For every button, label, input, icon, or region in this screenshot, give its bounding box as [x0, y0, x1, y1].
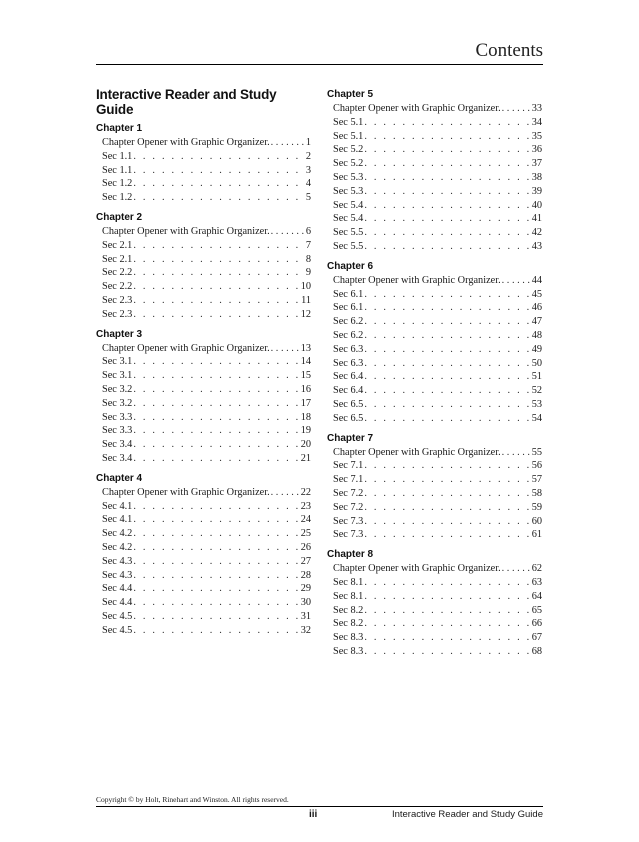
toc-entry-label: Chapter Opener with Graphic Organizer.: [333, 103, 501, 114]
dot-leader: [133, 294, 300, 308]
toc-entry: [96, 452, 311, 466]
dot-leader: [133, 164, 305, 178]
toc-entry-page: 52: [531, 385, 542, 397]
toc-entry: [96, 486, 311, 500]
dot-leader: [502, 102, 531, 116]
toc-entry: [96, 355, 311, 369]
toc-entry-page: 11: [301, 294, 311, 306]
toc-entry-page: 46: [531, 302, 542, 314]
toc-entry-page: 37: [531, 158, 542, 170]
dot-leader: [271, 486, 300, 500]
toc-entry-page: 19: [300, 425, 311, 437]
toc-entry-label: Sec 3.3: [102, 411, 133, 423]
toc-entry-page: 21: [300, 452, 311, 464]
chapter-heading: Chapter 4: [96, 472, 143, 484]
toc-entry-page: 38: [531, 171, 542, 183]
toc-entry: [96, 438, 311, 452]
toc-entry-label: Sec 2.3: [102, 294, 133, 306]
dot-leader: [271, 136, 305, 150]
dot-leader: [364, 487, 530, 501]
toc-entry-label: Sec 7.2: [333, 501, 364, 513]
dot-leader: [133, 582, 299, 596]
dot-leader: [364, 329, 530, 343]
toc-entry-page: 15: [300, 370, 311, 382]
dot-leader: [364, 357, 530, 371]
toc-entry: [96, 555, 311, 569]
dot-leader: [133, 369, 299, 383]
toc-entry-page: 45: [531, 288, 542, 300]
toc-entry: [96, 411, 311, 425]
toc-entry-label: Sec 5.1: [333, 130, 364, 142]
toc-entry-page: 36: [531, 144, 542, 156]
chapter-section: [327, 88, 542, 254]
toc-entry: [96, 308, 311, 322]
dot-leader: [364, 301, 530, 315]
toc-entry: [96, 253, 311, 267]
dot-leader: [502, 562, 531, 576]
toc-entry-label: Sec 5.5: [333, 240, 364, 252]
toc-entry-label: Sec 6.5: [333, 412, 364, 424]
toc-entry-label: Sec 5.1: [333, 116, 364, 128]
toc-entry-page: 12: [300, 308, 311, 320]
toc-entry: [327, 515, 542, 529]
toc-right-column: [327, 84, 542, 665]
toc-entry-page: 14: [300, 356, 311, 368]
toc-entry-page: 3: [305, 164, 311, 176]
toc-entry-page: 5: [305, 192, 311, 204]
footer-divider: [96, 806, 543, 807]
toc-entry-label: Chapter Opener with Graphic Organizer.: [102, 137, 270, 148]
toc-entry-page: 34: [531, 116, 542, 128]
toc-entry-page: 44: [531, 274, 542, 286]
toc-entry-page: 55: [531, 446, 542, 458]
dot-leader: [364, 645, 530, 659]
toc-entry-page: 50: [531, 357, 542, 369]
toc-entry: [327, 398, 542, 412]
dot-leader: [364, 501, 530, 515]
toc-entry-label: Sec 4.5: [102, 610, 133, 622]
dot-leader: [364, 384, 530, 398]
header-divider: [96, 64, 543, 65]
toc-entry-page: 59: [531, 501, 542, 513]
toc-entry-label: Sec 4.1: [102, 500, 133, 512]
toc-entry-page: 67: [531, 632, 542, 644]
toc-entry-label: Sec 6.2: [333, 316, 364, 328]
toc-entry-label: Sec 5.5: [333, 227, 364, 239]
toc-entry: [327, 329, 542, 343]
toc-entry: [327, 446, 542, 460]
toc-entry: [96, 513, 311, 527]
toc-entry-page: 4: [305, 178, 311, 190]
toc-entry-label: Sec 5.3: [333, 171, 364, 183]
chapter-heading: Chapter 2: [96, 211, 143, 223]
toc-entry: [327, 459, 542, 473]
dot-leader: [133, 500, 299, 514]
toc-entry: [327, 301, 542, 315]
toc-entry: [327, 102, 542, 116]
dot-leader: [364, 631, 530, 645]
toc-entry-page: 60: [531, 515, 542, 527]
toc-entry-page: 13: [300, 342, 311, 354]
dot-leader: [364, 459, 530, 473]
toc-entry: [327, 171, 542, 185]
dot-leader: [364, 473, 530, 487]
dot-leader: [133, 280, 299, 294]
dot-leader: [133, 411, 299, 425]
toc-entry-page: 49: [531, 343, 542, 355]
chapter-section: [327, 432, 542, 543]
toc-entry-label: Sec 7.2: [333, 487, 364, 499]
toc-entry: [96, 369, 311, 383]
toc-entry-label: Sec 6.2: [333, 329, 364, 341]
chapter-section: [327, 260, 542, 426]
toc-entry-label: Sec 2.3: [102, 308, 133, 320]
dot-leader: [271, 342, 300, 356]
toc-entry: [96, 541, 311, 555]
dot-leader: [133, 610, 299, 624]
toc-entry-label: Sec 3.1: [102, 356, 133, 368]
toc-entry-label: Sec 3.3: [102, 425, 133, 437]
toc-entry-page: 10: [300, 281, 311, 293]
toc-entry: [327, 604, 542, 618]
dot-leader: [364, 590, 530, 604]
toc-entry-label: Sec 1.2: [102, 178, 133, 190]
toc-entry-label: Sec 6.4: [333, 385, 364, 397]
toc-entry-page: 9: [305, 267, 311, 279]
dot-leader: [133, 527, 299, 541]
toc-entry-label: Chapter Opener with Graphic Organizer.: [102, 342, 270, 354]
toc-entry-label: Sec 6.3: [333, 357, 364, 369]
toc-entry: [96, 383, 311, 397]
toc-entry: [327, 288, 542, 302]
toc-entry-page: 31: [300, 610, 311, 622]
footer-page-number: iii: [309, 809, 318, 820]
toc-entry-label: Sec 5.4: [333, 213, 364, 225]
toc-entry-label: Sec 3.2: [102, 383, 133, 395]
dot-leader: [364, 528, 530, 542]
toc-entry-label: Sec 4.3: [102, 555, 133, 567]
toc-entry: [327, 199, 542, 213]
dot-leader: [502, 446, 531, 460]
toc-entry-page: 68: [531, 645, 542, 657]
toc-entry-page: 28: [300, 569, 311, 581]
toc-entry-label: Sec 4.2: [102, 528, 133, 540]
toc-entry-label: Chapter Opener with Graphic Organizer.: [333, 446, 501, 458]
toc-entry-label: Sec 4.3: [102, 569, 133, 581]
chapter-heading: Chapter 3: [96, 328, 143, 340]
toc-entry-page: 24: [300, 514, 311, 526]
dot-leader: [133, 397, 299, 411]
toc-entry-page: 54: [531, 412, 542, 424]
toc-entry: [327, 240, 542, 254]
dot-leader: [133, 239, 305, 253]
toc-entry: [327, 185, 542, 199]
dot-leader: [364, 185, 530, 199]
toc-entry: [96, 500, 311, 514]
toc-entry: [327, 501, 542, 515]
copyright-notice: Copyright © by Holt, Rinehart and Winston. All rights reserved.: [96, 795, 289, 804]
dot-leader: [271, 225, 305, 239]
toc-entry-page: 58: [531, 487, 542, 499]
toc-entry-label: Sec 8.1: [333, 590, 364, 602]
dot-leader: [364, 240, 530, 254]
toc-entry-page: 29: [300, 583, 311, 595]
toc-entry-page: 43: [531, 240, 542, 252]
dot-leader: [133, 596, 299, 610]
dot-leader: [133, 438, 299, 452]
dot-leader: [364, 288, 530, 302]
toc-entry: [96, 582, 311, 596]
toc-entry: [96, 624, 311, 638]
toc-entry: [327, 370, 542, 384]
toc-entry: [327, 226, 542, 240]
toc-entry-page: 16: [300, 383, 311, 395]
chapter-section: [96, 472, 311, 638]
toc-entry-label: Sec 7.1: [333, 474, 364, 486]
toc-entry: [96, 150, 311, 164]
toc-entry-page: 51: [531, 371, 542, 383]
toc-entry: [96, 342, 311, 356]
dot-leader: [133, 383, 299, 397]
toc-entry-page: 2: [305, 150, 311, 162]
toc-entry: [327, 143, 542, 157]
toc-entry-label: Sec 2.2: [102, 267, 133, 279]
toc-entry: [327, 645, 542, 659]
toc-entry: [96, 527, 311, 541]
toc-entry-label: Sec 4.4: [102, 583, 133, 595]
toc-entry: [327, 157, 542, 171]
footer-guide-title: Interactive Reader and Study Guide: [391, 809, 543, 820]
dot-leader: [133, 191, 305, 205]
page-header-title: Contents: [475, 40, 543, 61]
dot-leader: [364, 226, 530, 240]
toc-entry-page: 62: [531, 563, 542, 575]
dot-leader: [133, 177, 305, 191]
dot-leader: [133, 569, 299, 583]
toc-entry-page: 41: [531, 213, 542, 225]
toc-entry: [96, 280, 311, 294]
dot-leader: [364, 116, 530, 130]
toc-entry: [96, 569, 311, 583]
toc-entry-label: Sec 3.2: [102, 397, 133, 409]
toc-entry-label: Sec 5.4: [333, 199, 364, 211]
toc-entry-page: 25: [300, 528, 311, 540]
chapter-section: [96, 328, 311, 466]
toc-entry: [96, 136, 311, 150]
dot-leader: [133, 541, 299, 555]
dot-leader: [133, 624, 299, 638]
dot-leader: [133, 452, 299, 466]
toc-entry: [327, 631, 542, 645]
toc-entry: [96, 177, 311, 191]
toc-entry-page: 1: [305, 137, 311, 148]
toc-entry: [96, 424, 311, 438]
toc-entry-page: 53: [531, 398, 542, 410]
toc-entry: [327, 562, 542, 576]
toc-entry-page: 61: [531, 529, 542, 541]
toc-entry-label: Sec 6.5: [333, 398, 364, 410]
toc-entry-page: 17: [300, 397, 311, 409]
toc-entry: [327, 130, 542, 144]
document-title: Interactive Reader and Study Guide: [96, 87, 277, 117]
toc-entry: [96, 397, 311, 411]
dot-leader: [364, 315, 530, 329]
dot-leader: [364, 199, 530, 213]
toc-entry-label: Sec 3.1: [102, 370, 133, 382]
toc-entry-label: Sec 4.2: [102, 541, 133, 553]
toc-entry-label: Sec 1.1: [102, 164, 133, 176]
dot-leader: [364, 398, 530, 412]
toc-entry: [327, 315, 542, 329]
dot-leader: [364, 576, 530, 590]
toc-entry-label: Sec 7.3: [333, 515, 364, 527]
toc-entry: [96, 225, 311, 239]
toc-entry-page: 27: [300, 555, 311, 567]
chapter-section: [96, 122, 311, 205]
toc-entry-label: Sec 6.4: [333, 371, 364, 383]
dot-leader: [133, 555, 299, 569]
toc-entry-label: Sec 6.1: [333, 288, 364, 300]
toc-entry: [327, 384, 542, 398]
toc-entry-page: 6: [305, 225, 311, 237]
dot-leader: [364, 604, 530, 618]
toc-entry-label: Sec 8.2: [333, 618, 364, 630]
toc-entry-page: 7: [305, 239, 311, 251]
dot-leader: [364, 617, 530, 631]
toc-entry: [96, 266, 311, 280]
dot-leader: [364, 343, 530, 357]
toc-entry-page: 48: [531, 329, 542, 341]
chapter-heading: Chapter 8: [327, 549, 374, 561]
toc-entry: [327, 473, 542, 487]
toc-entry-page: 64: [531, 590, 542, 602]
toc-entry-page: 56: [531, 460, 542, 472]
toc-left-column: [96, 84, 311, 644]
toc-entry-label: Sec 2.2: [102, 281, 133, 293]
toc-entry: [96, 164, 311, 178]
toc-entry-label: Sec 4.4: [102, 597, 133, 609]
toc-entry: [96, 596, 311, 610]
toc-entry-page: 40: [531, 199, 542, 211]
dot-leader: [133, 424, 299, 438]
toc-entry: [96, 191, 311, 205]
toc-entry-label: Sec 8.3: [333, 645, 364, 657]
toc-entry: [96, 610, 311, 624]
toc-entry-page: 30: [300, 597, 311, 609]
chapter-section: [96, 211, 311, 322]
dot-leader: [364, 370, 530, 384]
toc-entry-page: 35: [531, 130, 542, 142]
dot-leader: [364, 143, 530, 157]
toc-entry-label: Sec 1.1: [102, 150, 133, 162]
chapter-section: [327, 548, 542, 659]
toc-entry-label: Chapter Opener with Graphic Organizer.: [102, 225, 270, 237]
chapter-heading: Chapter 1: [96, 123, 143, 134]
toc-entry-page: 26: [300, 541, 311, 553]
chapter-heading: Chapter 5: [327, 89, 374, 100]
toc-entry: [327, 116, 542, 130]
toc-entry-label: Chapter Opener with Graphic Organizer.: [102, 486, 270, 498]
toc-entry-label: Sec 5.3: [333, 185, 364, 197]
toc-entry-label: Sec 3.4: [102, 452, 133, 464]
toc-entry-page: 47: [531, 316, 542, 328]
toc-entry: [327, 212, 542, 226]
toc-entry: [96, 239, 311, 253]
dot-leader: [364, 157, 530, 171]
toc-entry-label: Chapter Opener with Graphic Organizer.: [333, 563, 501, 575]
dot-leader: [133, 308, 299, 322]
toc-entry: [327, 412, 542, 426]
toc-entry-page: 23: [300, 500, 311, 512]
toc-entry-page: 8: [305, 253, 311, 265]
toc-entry-page: 20: [300, 439, 311, 451]
toc-entry-label: Sec 7.3: [333, 529, 364, 541]
toc-entry-label: Sec 6.3: [333, 343, 364, 355]
toc-entry-label: Sec 8.2: [333, 604, 364, 616]
toc-entry-page: 33: [531, 103, 542, 114]
toc-entry: [327, 487, 542, 501]
toc-entry-page: 42: [531, 227, 542, 239]
toc-entry-label: Sec 5.2: [333, 144, 364, 156]
dot-leader: [133, 266, 305, 280]
dot-leader: [133, 513, 299, 527]
chapter-heading: Chapter 6: [327, 260, 374, 272]
dot-leader: [364, 515, 530, 529]
toc-entry-label: Sec 4.5: [102, 624, 133, 636]
toc-entry-label: Sec 6.1: [333, 302, 364, 314]
dot-leader: [133, 150, 305, 164]
toc-entry-page: 22: [300, 486, 311, 498]
dot-leader: [364, 412, 530, 426]
toc-entry-page: 18: [300, 411, 311, 423]
toc-entry-page: 39: [531, 185, 542, 197]
toc-entry-page: 57: [531, 474, 542, 486]
toc-entry: [327, 576, 542, 590]
dot-leader: [502, 274, 531, 288]
toc-entry: [327, 528, 542, 542]
dot-leader: [364, 130, 530, 144]
toc-entry-label: Sec 1.2: [102, 192, 133, 204]
toc-entry: [327, 274, 542, 288]
dot-leader: [364, 212, 530, 226]
toc-entry-label: Sec 8.3: [333, 632, 364, 644]
dot-leader: [133, 355, 299, 369]
toc-entry-label: Sec 2.1: [102, 253, 133, 265]
toc-entry-page: 66: [531, 618, 542, 630]
toc-entry-page: 63: [531, 576, 542, 588]
toc-entry-label: Chapter Opener with Graphic Organizer.: [333, 274, 501, 286]
toc-entry-label: Sec 7.1: [333, 460, 364, 472]
dot-leader: [133, 253, 305, 267]
toc-entry-page: 32: [300, 624, 311, 636]
toc-entry: [96, 294, 311, 308]
toc-entry: [327, 343, 542, 357]
toc-entry-label: Sec 8.1: [333, 576, 364, 588]
toc-entry-label: Sec 5.2: [333, 158, 364, 170]
chapter-heading: Chapter 7: [327, 432, 374, 444]
dot-leader: [364, 171, 530, 185]
toc-entry: [327, 357, 542, 371]
toc-entry-label: Sec 4.1: [102, 514, 133, 526]
toc-entry-label: Sec 3.4: [102, 439, 133, 451]
toc-entry-label: Sec 2.1: [102, 239, 133, 251]
toc-entry-page: 65: [531, 604, 542, 616]
toc-entry: [327, 590, 542, 604]
toc-entry: [327, 617, 542, 631]
